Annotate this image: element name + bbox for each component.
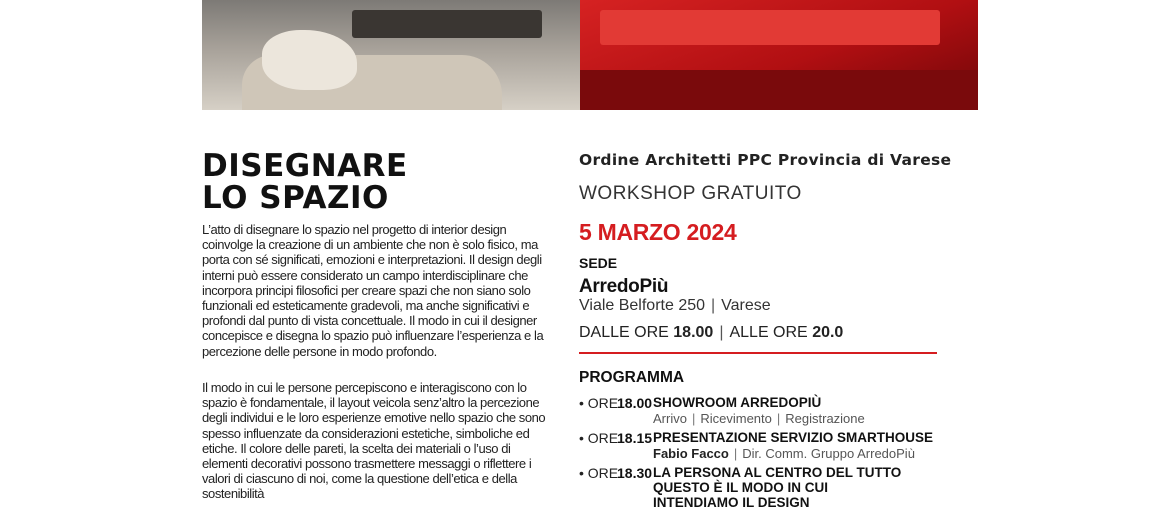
red-interior-photo bbox=[580, 0, 978, 110]
sub-ricevimento: Ricevimento bbox=[700, 411, 772, 426]
speaker-role: Dir. Comm. Gruppo ArredoPiù bbox=[742, 446, 915, 461]
time-to-label: ALLE ORE bbox=[729, 324, 808, 341]
intro-paragraph-2: Il modo in cui le persone percepiscono e interagiscono con lo spazio è fondamentale, il layout veicola senz’altro la percezione degli individui e le loro esperienze emotive nello spazio che sono spesso influenzate da considerazioni estetiche, simboliche ed etiche. Il colore delle pareti, la scelta dei materiali o l’uso di elementi decorativi possono trasmettere messaggi o riflettere i valori di ciascuno di noi, come la questione dell’etica e della sostenibilità bbox=[202, 380, 546, 502]
red-divider bbox=[579, 352, 937, 354]
bullet-ore: • ORE bbox=[579, 430, 619, 446]
organizer: Ordine Architetti PPC Provincia di Varese bbox=[579, 151, 952, 169]
time-from: 18.00 bbox=[673, 324, 714, 341]
venue-label: SEDE bbox=[579, 255, 618, 271]
living-room-photo bbox=[202, 0, 580, 110]
red-wall-panel bbox=[600, 10, 940, 45]
red-shelf bbox=[580, 70, 978, 110]
title-line-1: DISEGNARE bbox=[202, 148, 408, 184]
address-street: Viale Belforte 250 bbox=[579, 297, 706, 314]
program-time: 18.15 bbox=[617, 430, 653, 446]
program-time: 18.30 bbox=[617, 465, 653, 481]
venue-address bbox=[579, 297, 771, 315]
program-subtitle bbox=[653, 446, 915, 461]
program-title: PRESENTAZIONE SERVIZIO SMARTHOUSE bbox=[653, 430, 934, 445]
address-separator: | bbox=[711, 297, 716, 314]
sub-sep: | bbox=[776, 411, 781, 426]
sub-sep: | bbox=[733, 446, 738, 461]
program-title: SHOWROOM ARREDOPIÙ bbox=[653, 395, 822, 410]
speaker-name: Fabio Facco bbox=[653, 446, 729, 461]
title-line-2: LO SPAZIO bbox=[202, 180, 389, 216]
program-time: 18.00 bbox=[617, 395, 653, 411]
dining-table-shape bbox=[352, 10, 542, 38]
programma-heading: PROGRAMMA bbox=[579, 369, 685, 386]
venue-name: ArredoPiù bbox=[579, 276, 669, 297]
bullet-ore: • ORE bbox=[579, 465, 619, 481]
event-type: WORKSHOP GRATUITO bbox=[579, 183, 802, 204]
time-separator: | bbox=[719, 324, 724, 341]
program-title-line-3: INTENDIAMO IL DESIGN bbox=[653, 495, 810, 510]
event-date: 5 MARZO 2024 bbox=[579, 219, 737, 245]
bullet-ore: • ORE bbox=[579, 395, 619, 411]
time-to: 20.0 bbox=[812, 324, 844, 341]
address-city: Varese bbox=[721, 297, 771, 314]
page-title bbox=[202, 150, 408, 214]
sub-arrivo: Arrivo bbox=[653, 411, 687, 426]
program-subtitle bbox=[653, 411, 865, 426]
intro-paragraph-1: L’atto di disegnare lo spazio nel progetto di interior design coinvolge la creazione di un ambiente che non è solo fisico, ma porta con sé significati, emozioni e interpretazioni. Il design degli interni può essere considerato un campo interdisciplinare che incorpora principi filosofici per creare spazi che non siano solo funzionali ed esteticamente gradevoli, ma anche significativi e profondi dal punto di vista concettuale. Il modo in cui il designer concepisce e disegna lo spazio può influenzare l’esperienza e la percezione delle persone in modo profondo. bbox=[202, 222, 544, 359]
time-from-label: DALLE ORE bbox=[579, 324, 669, 341]
event-time bbox=[579, 324, 843, 342]
program-title-line-1: LA PERSONA AL CENTRO DEL TUTTO bbox=[653, 465, 902, 480]
throw-blanket-shape bbox=[262, 30, 357, 90]
sub-registrazione: Registrazione bbox=[785, 411, 865, 426]
sub-sep: | bbox=[691, 411, 696, 426]
program-title-line-2: QUESTO È IL MODO IN CUI bbox=[653, 480, 829, 495]
hero-image bbox=[202, 0, 978, 110]
